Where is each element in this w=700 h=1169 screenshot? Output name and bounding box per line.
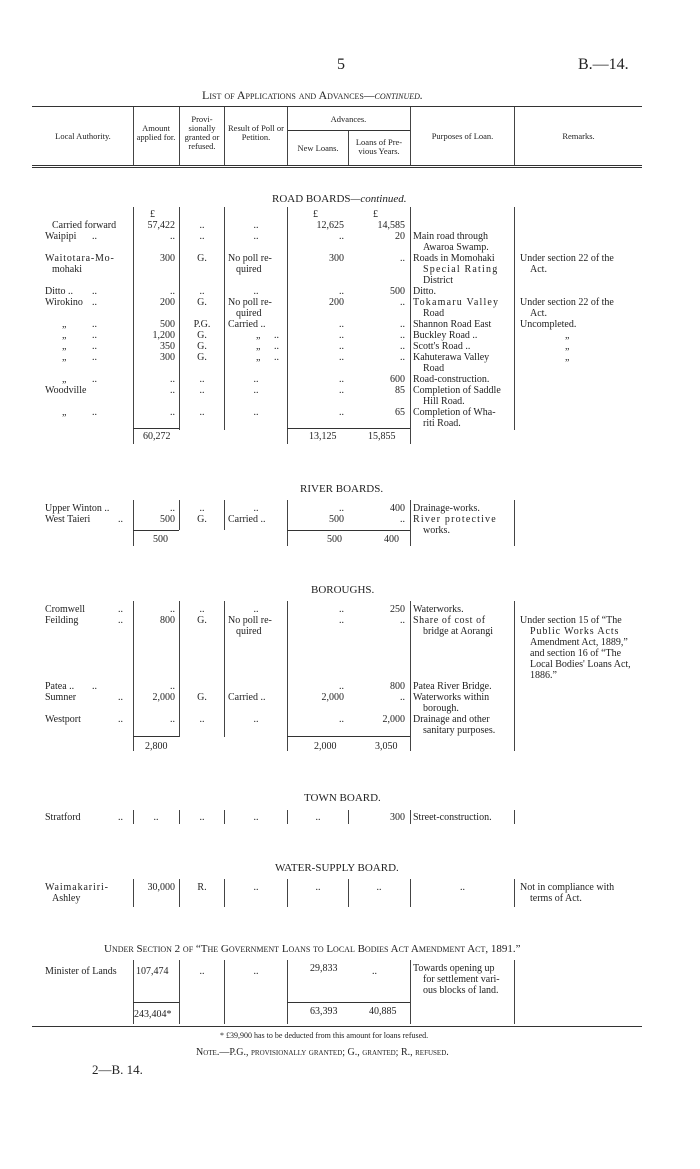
cell-provisional: .. xyxy=(199,374,205,385)
document-reference: B.—14. xyxy=(578,56,629,73)
cell-authority: Waimakariri- xyxy=(45,882,109,893)
cell-result: .. xyxy=(253,812,259,823)
cell-previous-loans: 85 xyxy=(395,385,405,396)
cell-purpose: Kahuterawa Valley xyxy=(413,352,490,363)
total-previous-loans: 400 xyxy=(384,534,399,545)
cell-amount: 107,474 xyxy=(136,966,169,977)
cell-ditto: „ xyxy=(62,330,67,341)
cell-new-loans: 29,833 xyxy=(310,963,338,974)
cell-ditto: „ xyxy=(62,341,67,352)
grand-total-amount: 243,404* xyxy=(134,1009,172,1020)
cell-dots: .. xyxy=(92,286,97,297)
cell-result: No poll re- xyxy=(228,253,272,264)
cell-new-loans: .. xyxy=(339,319,344,330)
cell-purpose: Towards opening up xyxy=(413,963,495,974)
col-result-of-poll: Result of Poll or Petition. xyxy=(228,123,284,142)
cell-purpose: Street-construction. xyxy=(413,812,492,823)
cell-ditto: „ xyxy=(62,407,67,418)
cell-result: .. xyxy=(253,231,259,242)
cell-previous-loans: 20 xyxy=(395,231,405,242)
pound-sign: £ xyxy=(313,209,318,220)
cell-amount: 500 xyxy=(160,319,175,330)
section-road-title: ROAD BOARDS xyxy=(272,193,351,205)
cell-purpose: Completion of Saddle xyxy=(413,385,501,396)
cell-purpose: works. xyxy=(423,525,450,536)
cell-remarks: 1886.” xyxy=(530,670,557,681)
cell-previous-loans: 2,000 xyxy=(382,714,405,725)
cell-dots: .. xyxy=(92,319,97,330)
total-new-loans: 2,000 xyxy=(314,741,337,752)
col-local-authority: Local Authority. xyxy=(55,131,111,141)
cell-dots: .. xyxy=(92,407,97,418)
total-previous-loans: 15,855 xyxy=(368,431,396,442)
cell-previous-loans: 400 xyxy=(390,503,405,514)
cell-purpose: Roads in Momohaki xyxy=(413,253,495,264)
cell-previous-loans: .. xyxy=(372,966,377,977)
cell-purpose: ous blocks of land. xyxy=(423,985,499,996)
cell-result: .. xyxy=(253,407,259,418)
cell-previous-loans: .. xyxy=(376,882,382,893)
cell-new-loans: .. xyxy=(339,604,344,615)
cell-new-loans: .. xyxy=(339,374,344,385)
cell-provisional: R. xyxy=(197,882,207,893)
page-title xyxy=(202,88,423,103)
cell-previous-loans: 65 xyxy=(395,407,405,418)
cell-dots: .. xyxy=(92,352,97,363)
col-provisionally-granted: Provi-sionally granted or refused. xyxy=(184,114,220,151)
grand-total-new-loans: 63,393 xyxy=(310,1006,338,1017)
cell-ditto: „ xyxy=(565,330,570,341)
col-amount-applied: Amount applied for. xyxy=(136,123,176,142)
cell-authority: Westport xyxy=(45,714,81,725)
header-top-rule xyxy=(32,106,642,107)
cell-result: quired xyxy=(236,308,262,319)
cell-provisional: G. xyxy=(197,341,207,352)
cell-purpose: Scott's Road .. xyxy=(413,341,471,352)
cell-remarks: Not in compliance with xyxy=(520,882,615,893)
cell-previous-loans: .. xyxy=(400,253,405,264)
cell-new-loans: .. xyxy=(339,286,344,297)
cell-previous-loans: .. xyxy=(400,319,405,330)
cell-new-loans: .. xyxy=(339,714,344,725)
pound-sign: £ xyxy=(150,209,155,220)
cell-provisional: G. xyxy=(197,615,207,626)
cell-remarks: Under section 15 of “The xyxy=(520,615,622,626)
cell-amount: .. xyxy=(170,714,175,725)
cell-previous-loans: 250 xyxy=(390,604,405,615)
note: Note.—P.G., provisionally granted; G., granted; R., refused. xyxy=(196,1047,449,1058)
table-bottom-rule xyxy=(32,1026,642,1027)
cell-new-loans: .. xyxy=(339,352,344,363)
cell-purpose: riti Road. xyxy=(423,418,461,429)
cell-authority: Cromwell xyxy=(45,604,85,615)
cell-previous-loans: .. xyxy=(400,330,405,341)
cell-dots: .. xyxy=(274,341,279,352)
cell-provisional: .. xyxy=(199,812,205,823)
pound-sign: £ xyxy=(373,209,378,220)
section-road-cont: —continued. xyxy=(350,193,407,205)
cell-purpose: Drainage and other xyxy=(413,714,490,725)
total-new-loans: 13,125 xyxy=(309,431,337,442)
cell-result: .. xyxy=(253,503,259,514)
cell-amount: .. xyxy=(170,407,175,418)
cell-dots: .. xyxy=(92,374,97,385)
cell-provisional: G. xyxy=(197,253,207,264)
cell-dots: .. xyxy=(92,330,97,341)
footnote: * £39,900 has to be deducted from this amount for loans refused. xyxy=(220,1031,429,1040)
cell-purpose: Buckley Road .. xyxy=(413,330,478,341)
cell-amount: .. xyxy=(170,385,175,396)
cell-new-loans: 500 xyxy=(329,514,344,525)
cell-amount: 300 xyxy=(160,352,175,363)
cell-purpose: Patea River Bridge. xyxy=(413,681,492,692)
cell-remarks: Under section 22 of the xyxy=(520,297,614,308)
cell-provisional: P.G. xyxy=(193,319,211,330)
cell-dots: .. xyxy=(118,514,123,525)
cell-provisional: .. xyxy=(199,385,205,396)
cell-previous-loans: 14,585 xyxy=(377,220,405,231)
cell-new-loans: .. xyxy=(339,330,344,341)
grand-total-previous-loans: 40,885 xyxy=(369,1006,397,1017)
cell-remarks: Uncompleted. xyxy=(520,319,577,330)
cell-previous-loans: .. xyxy=(400,514,405,525)
cell-amount: .. xyxy=(170,681,175,692)
cell-provisional: .. xyxy=(199,231,205,242)
cell-authority: Waitotara-Mo- xyxy=(45,253,115,264)
cell-provisional: G. xyxy=(197,352,207,363)
cell-dots: .. xyxy=(274,330,279,341)
cell-new-loans: .. xyxy=(339,407,344,418)
cell-purpose: Share of cost of xyxy=(413,615,486,626)
cell-amount: .. xyxy=(170,231,175,242)
cell-purpose: Drainage-works. xyxy=(413,503,480,514)
cell-remarks: Act. xyxy=(530,264,547,275)
cell-amount: 57,422 xyxy=(147,220,175,231)
title-continued: —continued. xyxy=(363,88,423,102)
cell-result: .. xyxy=(253,604,259,615)
cell-amount: .. xyxy=(170,503,175,514)
cell-amount: 30,000 xyxy=(147,882,175,893)
cell-result: No poll re- xyxy=(228,615,272,626)
cell-dots: .. xyxy=(118,604,123,615)
cell-amount: 300 xyxy=(160,253,175,264)
cell-purpose: bridge at Aorangi xyxy=(423,626,493,637)
cell-provisional: G. xyxy=(197,330,207,341)
cell-amount: 500 xyxy=(160,514,175,525)
cell-result: .. xyxy=(253,220,259,231)
cell-new-loans: .. xyxy=(315,812,321,823)
col-advances: Advances. xyxy=(330,114,367,124)
cell-previous-loans: .. xyxy=(400,615,405,626)
cell-authority: mohaki xyxy=(52,264,82,275)
cell-purpose: Waterworks within xyxy=(413,692,490,703)
cell-new-loans: 200 xyxy=(329,297,344,308)
cell-purpose: borough. xyxy=(423,703,459,714)
header-bottom-rule xyxy=(32,165,642,166)
cell-authority: Carried forward xyxy=(52,220,117,231)
cell-provisional: .. xyxy=(199,503,205,514)
col-remarks: Remarks. xyxy=(562,131,595,141)
cell-authority: Ditto .. xyxy=(45,286,74,297)
cell-result: Carried .. xyxy=(228,692,266,703)
col-previous-loans: Loans of Pre-vious Years. xyxy=(355,137,403,156)
header-bottom-rule-2 xyxy=(32,167,642,168)
cell-new-loans: .. xyxy=(339,681,344,692)
cell-amount: .. xyxy=(153,812,159,823)
cell-result: .. xyxy=(253,966,259,977)
col-new-loans: New Loans. xyxy=(297,143,339,153)
cell-ditto: „ xyxy=(256,341,261,352)
cell-authority: Sumner xyxy=(45,692,77,703)
cell-purpose: Main road through xyxy=(413,231,488,242)
cell-remarks: Act. xyxy=(530,308,547,319)
section-under-section-2: Under Section 2 of “The Government Loans to Local Bodies Act Amendment Act, 1891.” xyxy=(104,943,521,955)
cell-authority: Waipipi xyxy=(45,231,77,242)
cell-amount: .. xyxy=(170,286,175,297)
cell-result: quired xyxy=(236,626,262,637)
cell-new-loans: .. xyxy=(339,341,344,352)
cell-dots: .. xyxy=(118,692,123,703)
cell-previous-loans: .. xyxy=(400,297,405,308)
cell-provisional: .. xyxy=(199,407,205,418)
cell-new-loans: .. xyxy=(339,615,344,626)
cell-purpose: Road xyxy=(423,363,445,374)
cell-purpose: .. xyxy=(460,882,465,893)
cell-authority: West Taieri xyxy=(45,514,91,525)
total-amount: 500 xyxy=(153,534,168,545)
cell-result: No poll re- xyxy=(228,297,272,308)
cell-provisional: .. xyxy=(199,604,205,615)
cell-previous-loans: 500 xyxy=(390,286,405,297)
cell-amount: 1,200 xyxy=(152,330,175,341)
cell-previous-loans: 800 xyxy=(390,681,405,692)
cell-provisional: .. xyxy=(199,220,205,231)
section-river-boards: RIVER BOARDS. xyxy=(300,483,384,495)
cell-dots: .. xyxy=(118,812,123,823)
cell-dots: .. xyxy=(92,681,97,692)
cell-result: .. xyxy=(253,714,259,725)
cell-result: Carried .. xyxy=(228,514,266,525)
cell-authority: Ashley xyxy=(52,893,81,904)
cell-ditto: „ xyxy=(565,352,570,363)
cell-result: Carried .. xyxy=(228,319,266,330)
cell-purpose: Road-construction. xyxy=(413,374,490,385)
cell-purpose: Completion of Wha- xyxy=(413,407,496,418)
cell-remarks: Under section 22 of the xyxy=(520,253,614,264)
cell-remarks: Public Works Acts xyxy=(530,626,620,637)
cell-amount: 350 xyxy=(160,341,175,352)
cell-dots: .. xyxy=(118,615,123,626)
cell-ditto: „ xyxy=(256,352,261,363)
cell-purpose: District xyxy=(423,275,453,286)
cell-dots: .. xyxy=(92,231,97,242)
section-road-boards xyxy=(272,193,406,205)
cell-new-loans: .. xyxy=(315,882,321,893)
cell-new-loans: 12,625 xyxy=(316,220,344,231)
cell-authority: Patea .. xyxy=(45,681,75,692)
cell-authority: Minister of Lands xyxy=(45,966,117,977)
cell-new-loans: .. xyxy=(339,503,344,514)
total-amount: 2,800 xyxy=(145,741,168,752)
cell-authority: Stratford xyxy=(45,812,81,823)
cell-new-loans: .. xyxy=(339,231,344,242)
cell-authority: Upper Winton .. xyxy=(45,503,110,514)
cell-provisional: .. xyxy=(199,286,205,297)
cell-amount: .. xyxy=(170,604,175,615)
cell-result: .. xyxy=(253,385,259,396)
cell-ditto: „ xyxy=(62,374,67,385)
col-purposes: Purposes of Loan. xyxy=(431,131,494,141)
cell-purpose: Ditto. xyxy=(413,286,437,297)
cell-result: .. xyxy=(253,882,259,893)
cell-ditto: „ xyxy=(62,352,67,363)
cell-provisional: G. xyxy=(197,514,207,525)
total-amount: 60,272 xyxy=(143,431,171,442)
title-main: List of Applications and Advances xyxy=(202,88,364,102)
cell-purpose: sanitary purposes. xyxy=(423,725,496,736)
cell-purpose: Waterworks. xyxy=(413,604,464,615)
cell-amount: .. xyxy=(170,374,175,385)
cell-previous-loans: .. xyxy=(400,692,405,703)
cell-dots: .. xyxy=(118,714,123,725)
cell-authority: Woodville xyxy=(45,385,87,396)
cell-previous-loans: 600 xyxy=(390,374,405,385)
cell-provisional: G. xyxy=(197,692,207,703)
cell-new-loans: 300 xyxy=(329,253,344,264)
cell-ditto: „ xyxy=(256,330,261,341)
cell-purpose: River protective xyxy=(413,514,497,525)
cell-dots: .. xyxy=(92,341,97,352)
cell-purpose: Tokamaru Valley xyxy=(413,297,500,308)
cell-previous-loans: .. xyxy=(400,341,405,352)
cell-provisional: .. xyxy=(199,714,205,725)
cell-remarks: and section 16 of “The xyxy=(530,648,622,659)
section-boroughs: BOROUGHS. xyxy=(311,584,375,596)
cell-purpose: Awaroa Swamp. xyxy=(423,242,489,253)
cell-ditto: „ xyxy=(62,319,67,330)
cell-remarks: Local Bodies' Loans Act, xyxy=(530,659,631,670)
section-town-board: TOWN BOARD. xyxy=(304,792,381,804)
cell-dots: .. xyxy=(274,352,279,363)
cell-remarks: terms of Act. xyxy=(530,893,582,904)
cell-new-loans: .. xyxy=(339,385,344,396)
total-previous-loans: 3,050 xyxy=(375,741,398,752)
cell-purpose: for settlement vari- xyxy=(423,974,500,985)
cell-purpose: Hill Road. xyxy=(423,396,465,407)
cell-dots: .. xyxy=(92,297,97,308)
cell-result: quired xyxy=(236,264,262,275)
cell-result: .. xyxy=(253,374,259,385)
cell-previous-loans: .. xyxy=(400,352,405,363)
cell-result: .. xyxy=(253,286,259,297)
cell-purpose: Shannon Road East xyxy=(413,319,492,330)
cell-previous-loans: 300 xyxy=(390,812,405,823)
page-number: 5 xyxy=(337,56,345,73)
signature: 2—B. 14. xyxy=(92,1062,143,1077)
cell-amount: 800 xyxy=(160,615,175,626)
cell-purpose: Special Rating xyxy=(423,264,499,275)
cell-authority: Feilding xyxy=(45,615,79,626)
cell-provisional: G. xyxy=(197,297,207,308)
section-water-supply-board: WATER-SUPPLY BOARD. xyxy=(275,862,399,874)
cell-new-loans: 2,000 xyxy=(321,692,344,703)
cell-authority: Wirokino xyxy=(45,297,83,308)
cell-purpose: Road xyxy=(423,308,445,319)
cell-amount: 200 xyxy=(160,297,175,308)
cell-provisional: .. xyxy=(199,966,205,977)
cell-ditto: „ xyxy=(565,341,570,352)
cell-amount: 2,000 xyxy=(152,692,175,703)
total-new-loans: 500 xyxy=(327,534,342,545)
cell-remarks: Amendment Act, 1889,” xyxy=(530,637,628,648)
